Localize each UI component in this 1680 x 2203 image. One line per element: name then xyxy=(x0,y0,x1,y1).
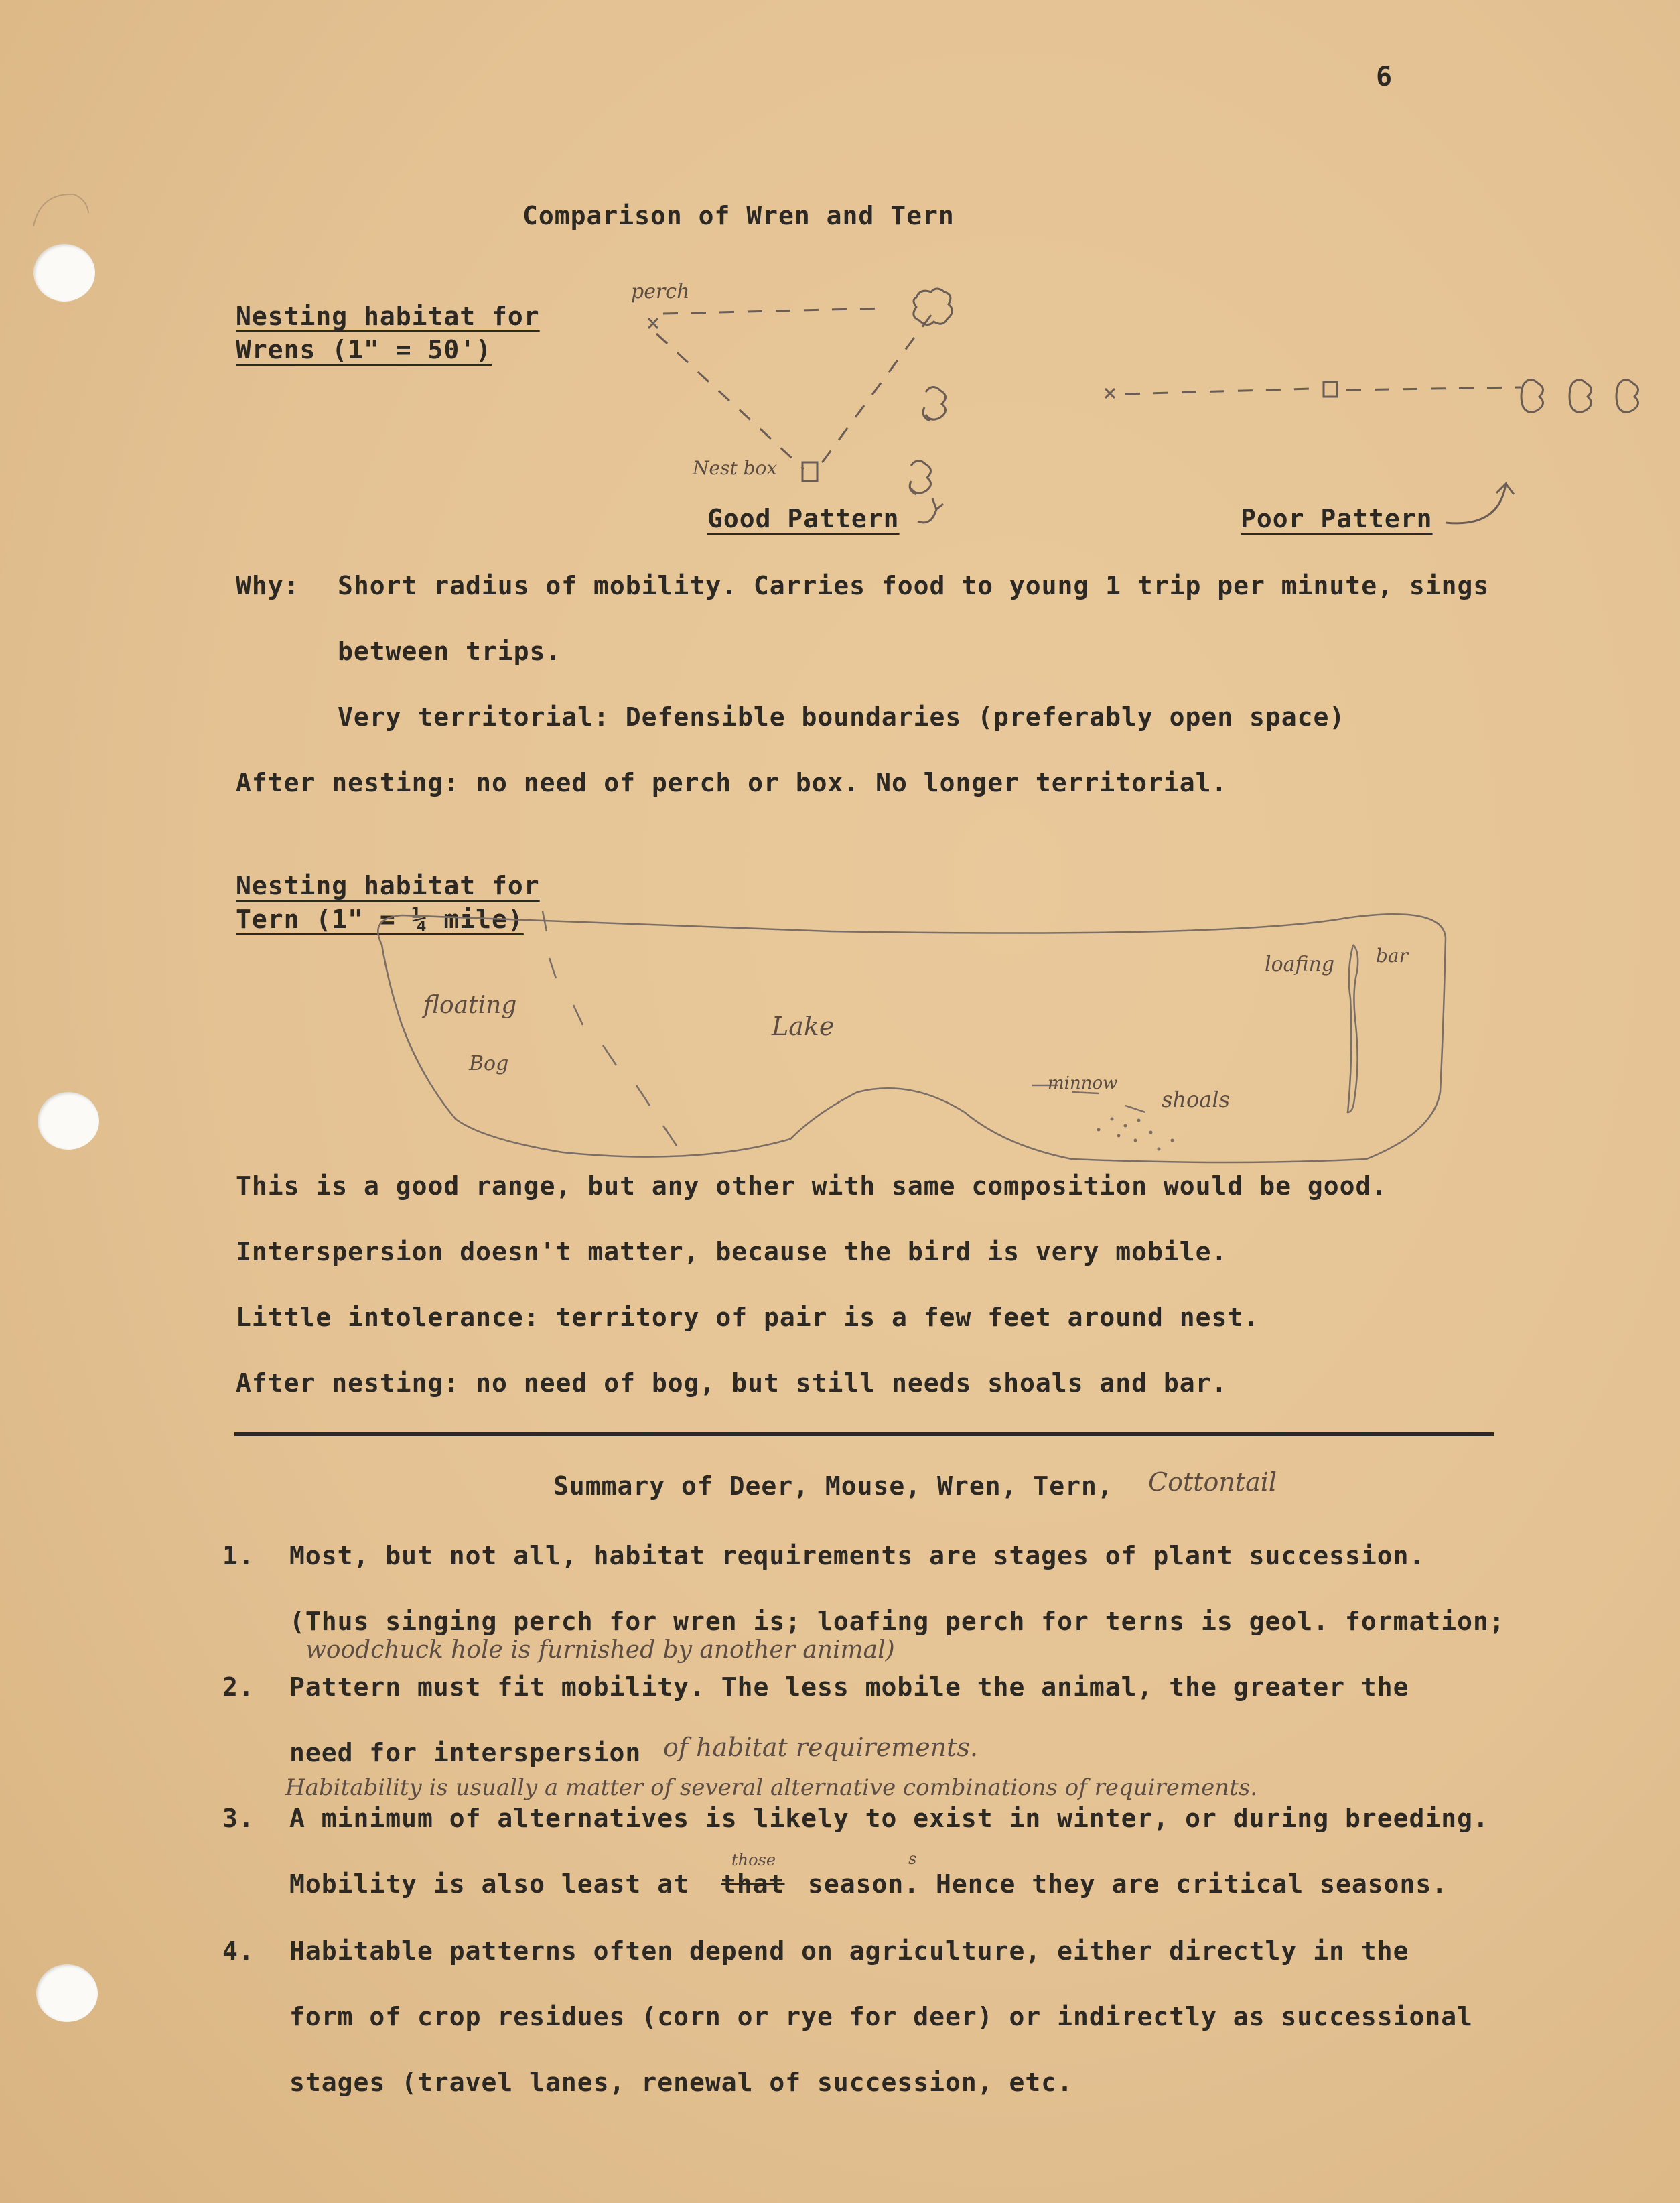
tern-heading-line1: Nesting habitat for xyxy=(236,871,540,900)
floating-bog-label-1: floating xyxy=(423,992,517,1019)
wren-after-nesting-line: After nesting: no need of perch or box. No longer territorial. xyxy=(236,768,1228,797)
wren-territorial-line: Very territorial: Defensible boundaries (preferably open space) xyxy=(338,702,1346,732)
wren-heading-line2: Wrens (1" = 50') xyxy=(236,335,492,364)
punch-hole-top xyxy=(33,244,95,302)
loafing-label: loafing xyxy=(1265,953,1335,976)
tern-line3: Little intolerance: territory of pair is a few feet around nest. xyxy=(236,1303,1260,1332)
item-2-number: 2. xyxy=(222,1672,255,1702)
item-3-insert-those: those xyxy=(731,1851,776,1869)
item-1-line2: (Thus singing perch for wren is; loafing perch for terns is geol. formation; xyxy=(289,1607,1505,1636)
item-3-handwritten-preface: Habitability is usually a matter of several alternative combinations of requirements. xyxy=(285,1774,1258,1801)
tern-line1: This is a good range, but any other with same composition would be good. xyxy=(236,1171,1388,1201)
item-3-line1: A minimum of alternatives is likely to exist in winter, or during breeding. xyxy=(289,1804,1489,1833)
shoals-label: shoals xyxy=(1162,1087,1231,1112)
tern-line2: Interspersion doesn't matter, because the bird is very mobile. xyxy=(236,1237,1228,1266)
bar-label: bar xyxy=(1376,945,1409,967)
why-label: Why: xyxy=(236,571,300,600)
summary-title-handwritten: Cottontail xyxy=(1148,1467,1277,1497)
wren-heading-line1: Nesting habitat for xyxy=(236,302,540,331)
why-line2: between trips. xyxy=(338,637,562,666)
nest-box-label: Nest box xyxy=(693,457,778,479)
item-4-line1: Habitable patterns often depend on agriculture, either directly in the xyxy=(289,1936,1409,1966)
item-2-line2: need for interspersion xyxy=(289,1738,642,1767)
item-1-number: 1. xyxy=(222,1541,255,1571)
item-3-number: 3. xyxy=(222,1804,255,1833)
lake-label: Lake xyxy=(772,1012,835,1041)
punch-hole-faint-arc xyxy=(27,186,94,240)
item-3-struck-word: that xyxy=(721,1869,785,1899)
good-pattern-label: Good Pattern xyxy=(707,504,900,533)
item-2-handwritten-addition: of habitat requirements. xyxy=(663,1733,979,1762)
item-1-line1: Most, but not all, habitat requirements are stages of plant succession. xyxy=(289,1541,1425,1571)
minnow-label: minnow xyxy=(1048,1073,1118,1093)
floating-bog-label-2: Bog xyxy=(469,1052,509,1075)
item-4-number: 4. xyxy=(222,1936,255,1966)
tern-lake-sketch xyxy=(362,891,1460,1173)
poor-pattern-label: Poor Pattern xyxy=(1241,504,1433,533)
tern-heading-line2: Tern (1" = ¼ mile) xyxy=(236,905,524,934)
item-3-line2-start: Mobility is also least at xyxy=(289,1869,689,1899)
item-1-handwritten-note: woodchuck hole is furnished by another animal) xyxy=(305,1636,895,1664)
item-4-line3: stages (travel lanes, renewal of succession, etc. xyxy=(289,2068,1074,2097)
item-4-line2: form of crop residues (corn or rye for deer) or indirectly as successional xyxy=(289,2002,1473,2031)
why-line1: Short radius of mobility. Carries food to young 1 trip per minute, sings xyxy=(338,571,1490,600)
tern-line4: After nesting: no need of bog, but still needs shoals and bar. xyxy=(236,1368,1228,1398)
perch-label: perch xyxy=(631,280,690,304)
page-number: 6 xyxy=(1376,62,1393,92)
section-divider xyxy=(234,1432,1494,1436)
page-title: Comparison of Wren and Tern xyxy=(522,201,955,230)
summary-title: Summary of Deer, Mouse, Wren, Tern, xyxy=(553,1471,1113,1501)
item-3-insert-s: s xyxy=(908,1849,917,1868)
wren-pattern-sketch xyxy=(616,275,1680,536)
punch-hole-middle xyxy=(38,1092,99,1150)
item-2-line1: Pattern must fit mobility. The less mobile the animal, the greater the xyxy=(289,1672,1409,1702)
item-3-line2-end: season. Hence they are critical seasons. xyxy=(808,1869,1448,1899)
punch-hole-bottom xyxy=(36,1964,98,2022)
